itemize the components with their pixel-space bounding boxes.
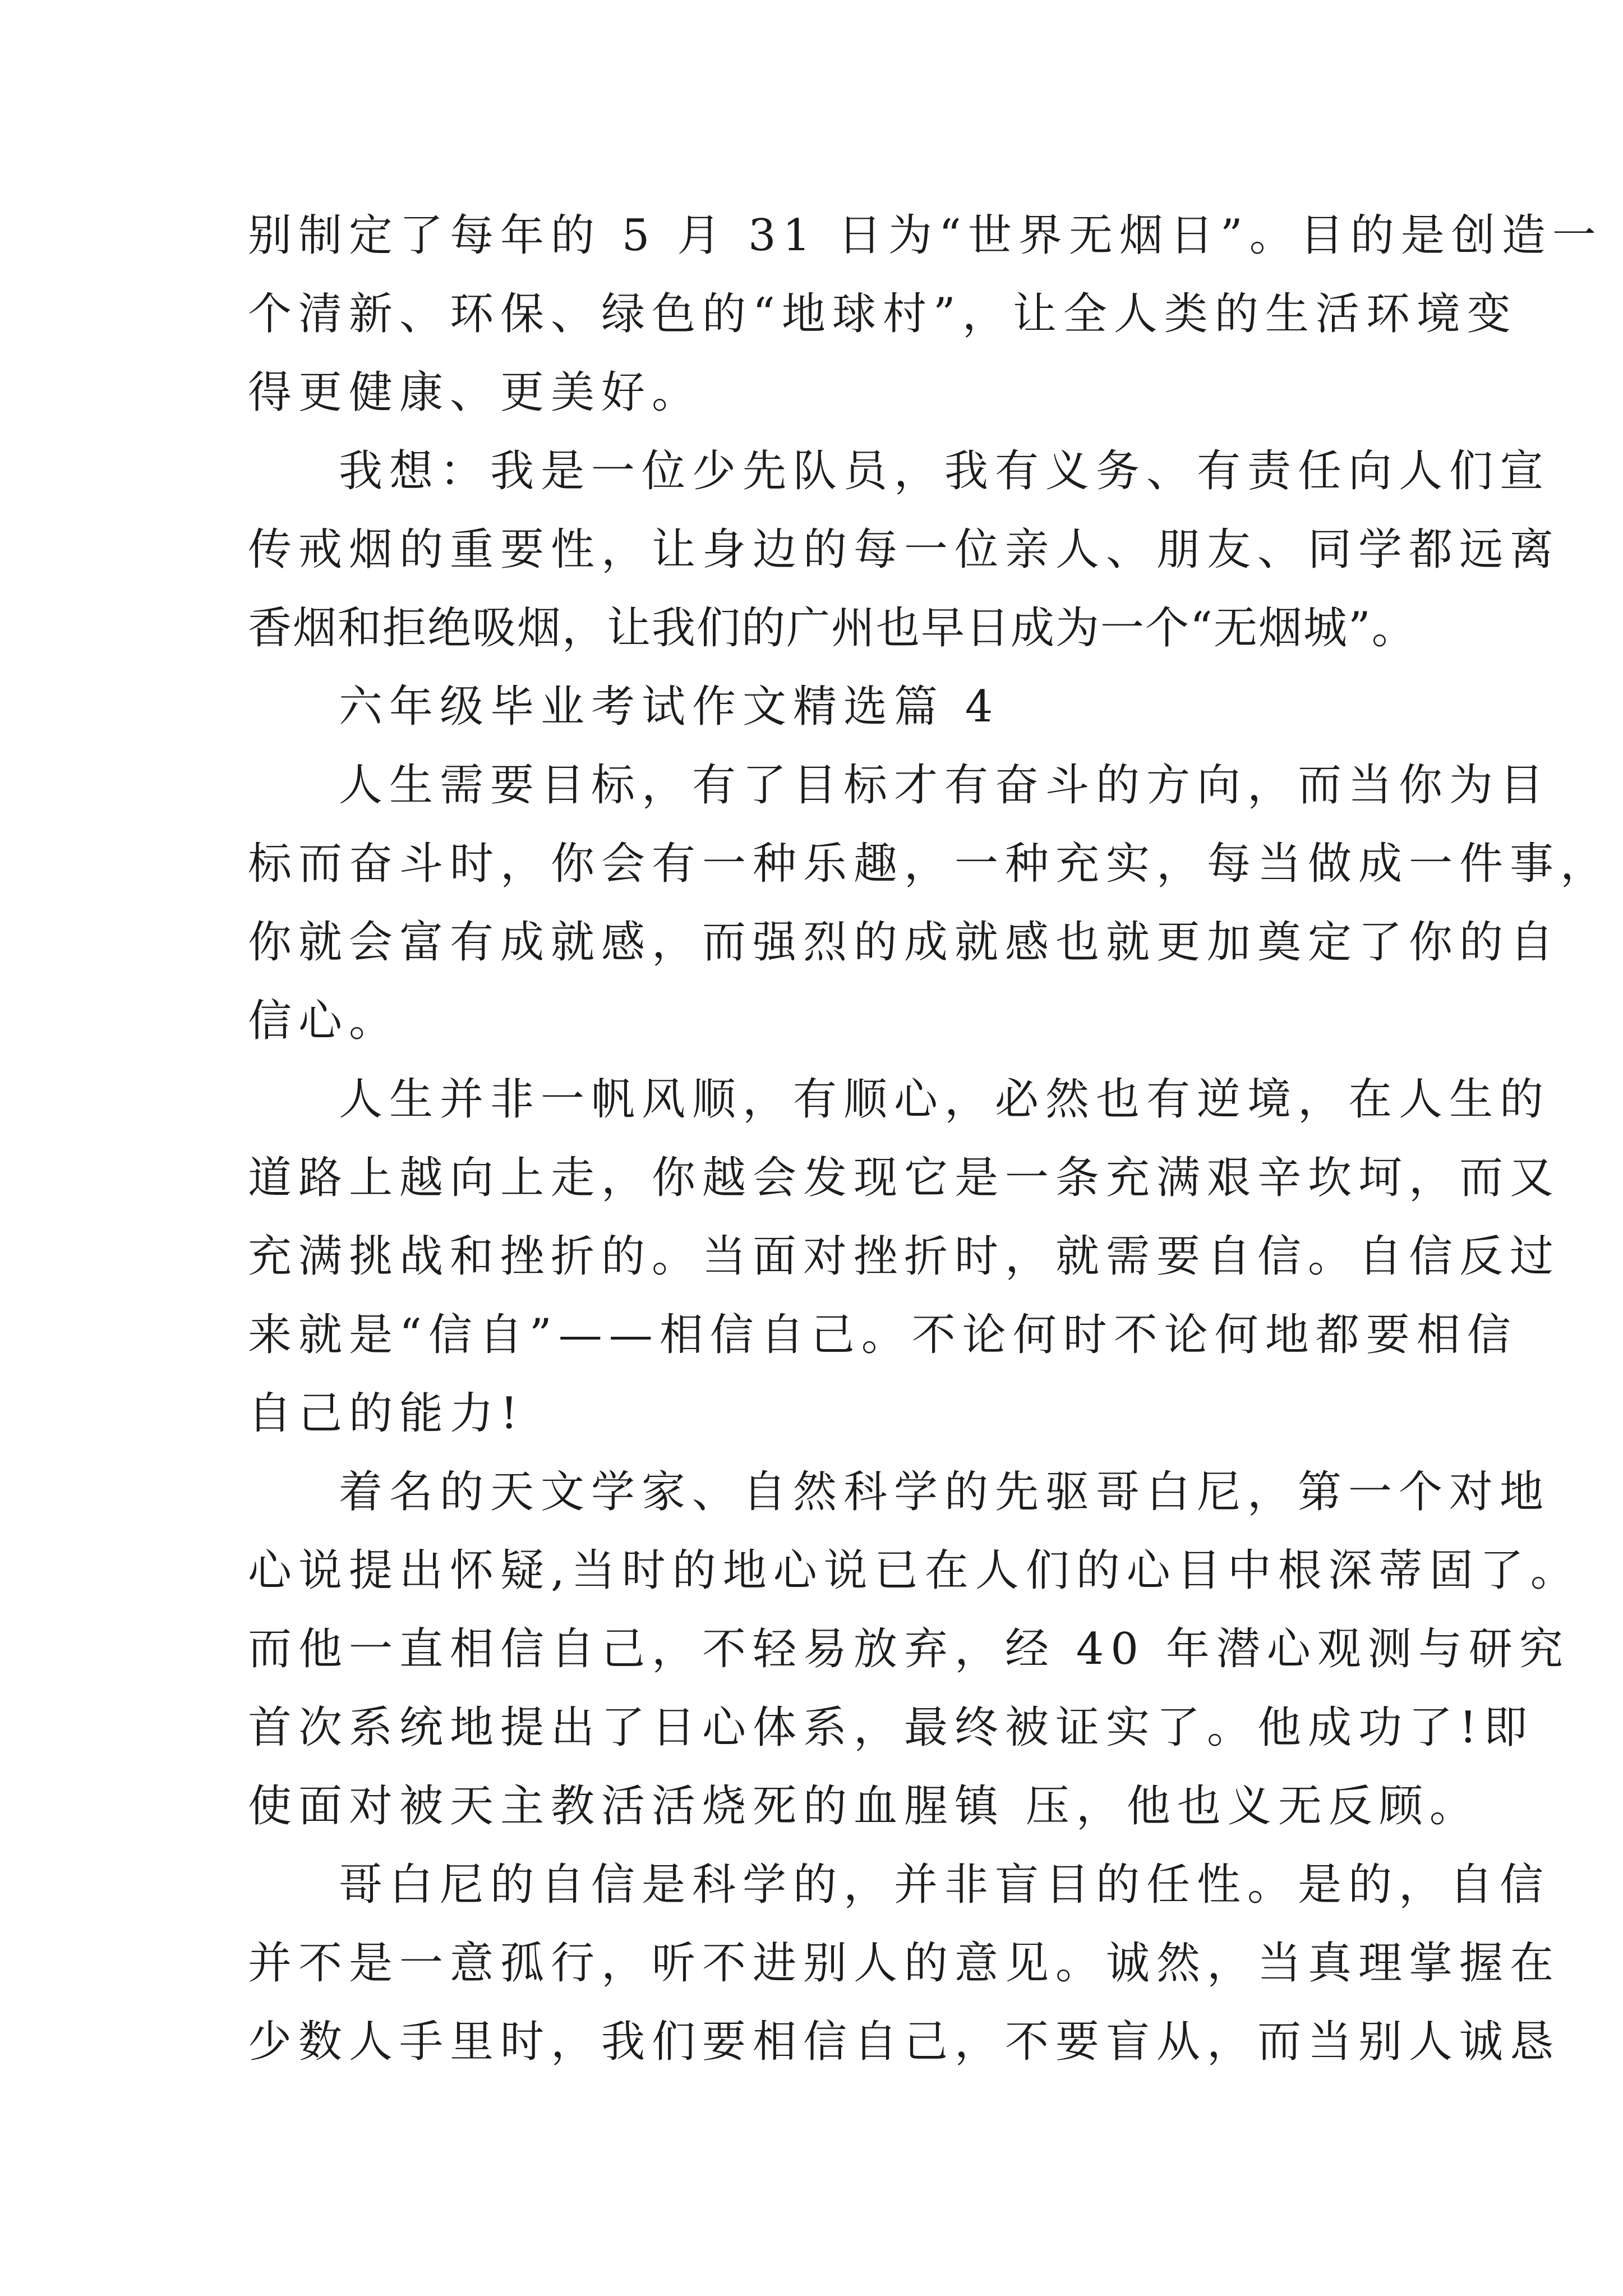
- text-line: 标而奋斗时，你会有一种乐趣，一种充实，每当做成一件事，: [248, 839, 1611, 889]
- text-line: 而他一直相信自己，不轻易放弃，经 40 年潜心观测与研究: [248, 1624, 1570, 1674]
- text-line: 别制定了每年的 5 月 31 日为“世界无烟日”。目的是创造一: [248, 210, 1603, 261]
- text-line: 得更健康、更美好。: [248, 367, 703, 418]
- text-line: 香烟和拒绝吸烟，让我们的广州也早日成为一个“无烟城”。: [248, 603, 1417, 654]
- text-line: 你就会富有成就感，而强烈的成就感也就更加奠定了你的自: [248, 917, 1561, 968]
- text-line: 道路上越向上走，你越会发现它是一条充满艰辛坎坷，而又: [248, 1153, 1561, 1203]
- text-line: 使面对被天主教活活烧死的血腥镇 压，他也义无反顾。: [248, 1781, 1480, 1832]
- document-body: [248, 196, 1611, 2081]
- paragraph-5: [248, 1453, 1581, 1846]
- heading-line: 六年级毕业考试作文精选篇 4: [339, 682, 1000, 732]
- text-line: 充满挑战和挫折的。当面对挫折时，就需要自信。自信反过: [248, 1231, 1561, 1282]
- text-line: 传戒烟的重要性，让身边的每一位亲人、朋友、同学都远离: [248, 524, 1561, 575]
- text-line: 自己的能力!: [248, 1388, 525, 1439]
- text-line: 着名的天文学家、自然科学的先驱哥白尼，第一个对地: [339, 1467, 1551, 1517]
- text-line: 人生需要目标，有了目标才有奋斗的方向，而当你为目: [339, 760, 1551, 811]
- text-line: 首次系统地提出了日心体系，最终被证实了。他成功了!即: [248, 1703, 1534, 1753]
- section-heading: [248, 668, 1375, 746]
- text-line: 个清新、环保、绿色的“地球村”，让全人类的生活环境变: [248, 289, 1518, 339]
- paragraph-4: [248, 1060, 1561, 1453]
- text-line: 并不是一意孤行，听不进别人的意见。诚然，当真理掌握在: [248, 1938, 1561, 1989]
- text-line: 来就是“信自”——相信自己。不论何时不论何地都要相信: [248, 1310, 1518, 1360]
- paragraph-2: [248, 432, 1561, 668]
- text-line: 心说提出怀疑,当时的地心说已在人们的心目中根深蒂固了。: [248, 1545, 1581, 1596]
- text-line: 我想：我是一位少先队员，我有义务、有责任向人们宣: [339, 446, 1551, 496]
- text-line: 信心。: [248, 996, 400, 1046]
- paragraph-3: [248, 746, 1611, 1060]
- text-line: 人生并非一帆风顺，有顺心，必然也有逆境，在人生的: [339, 1074, 1551, 1125]
- paragraph-1: [248, 196, 1603, 432]
- text-line: 少数人手里时，我们要相信自己，不要盲从，而当别人诚恳: [248, 2017, 1561, 2067]
- paragraph-6: [248, 1846, 1561, 2081]
- text-line: 哥白尼的自信是科学的，并非盲目的任性。是的，自信: [339, 1860, 1551, 1910]
